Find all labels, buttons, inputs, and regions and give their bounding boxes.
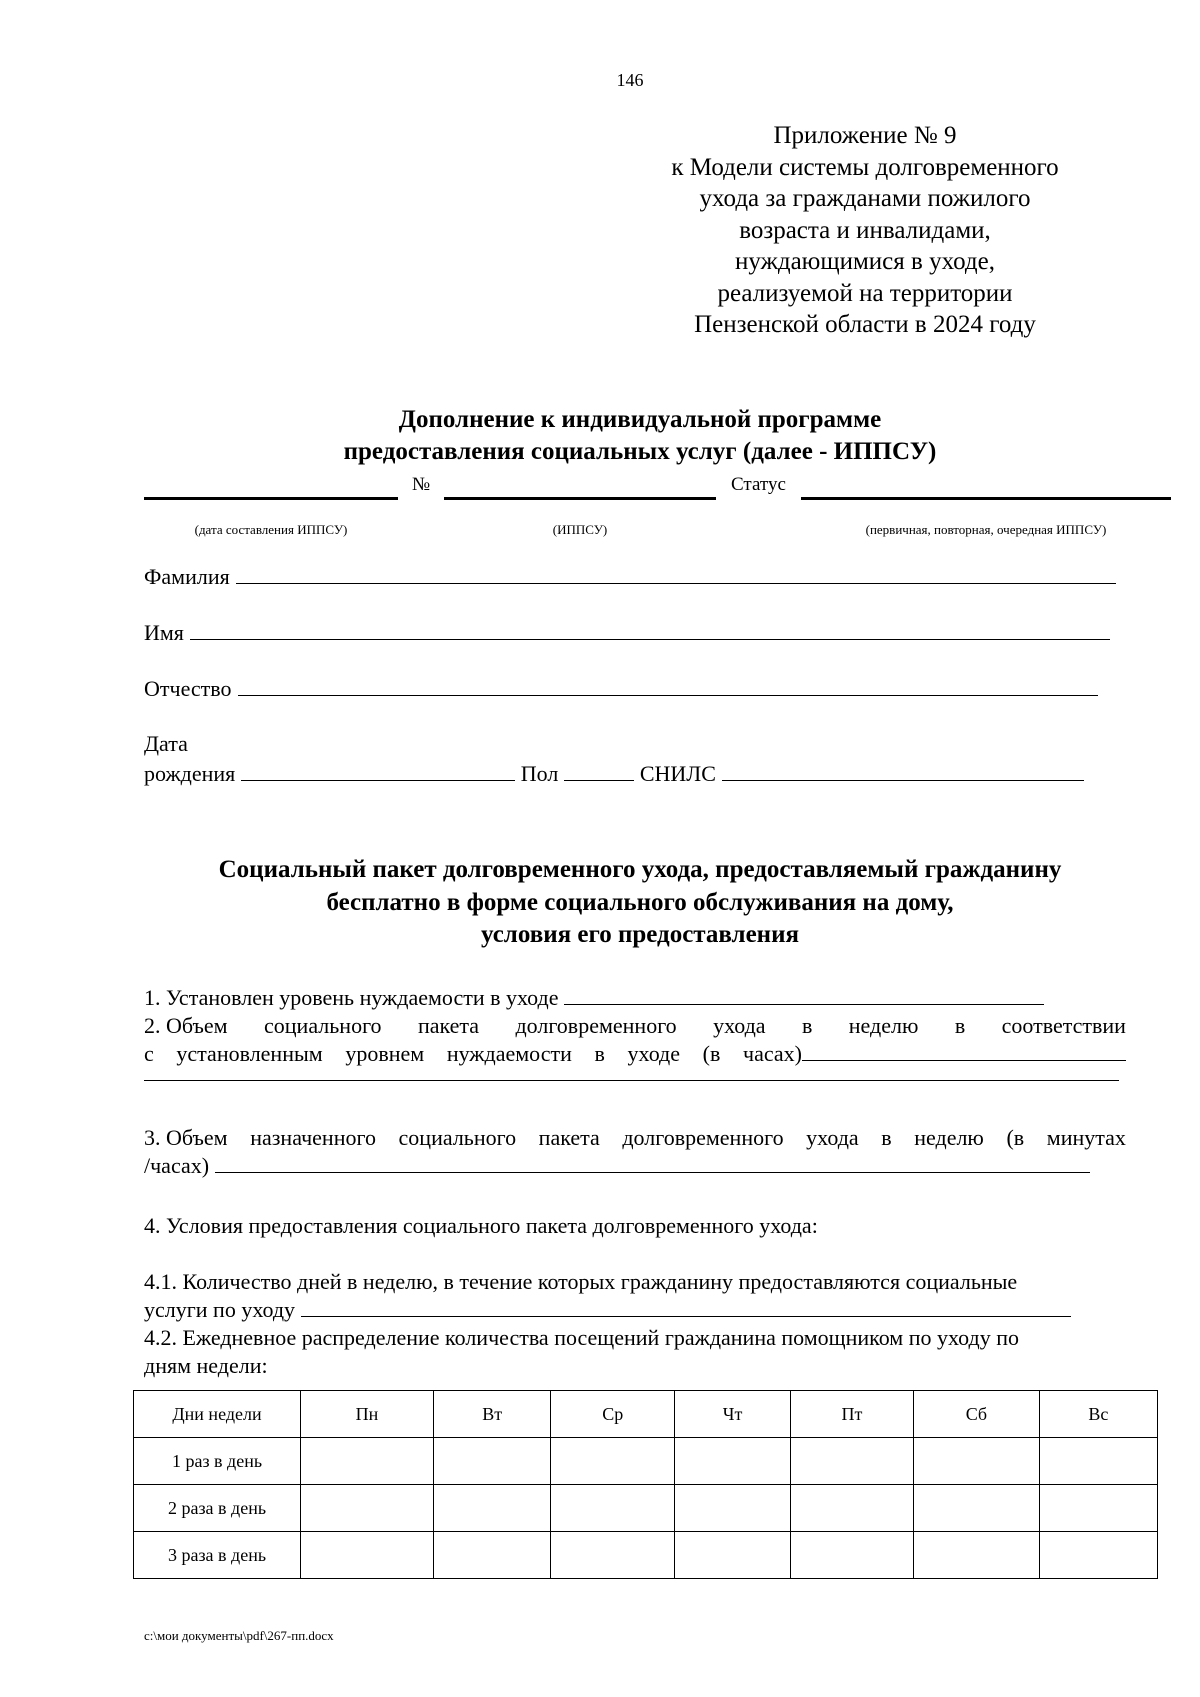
table-header-cell: Чт xyxy=(675,1391,791,1438)
item-4-1-line-2: услуги по уходу xyxy=(144,1297,296,1322)
need-level-field[interactable] xyxy=(564,985,1044,1005)
document-title-line: предоставления социальных услуг (далее - ИППСУ) xyxy=(343,438,937,465)
item-4-1 xyxy=(144,1268,1126,1324)
table-cell[interactable] xyxy=(790,1532,913,1579)
surname-field[interactable] xyxy=(236,564,1116,584)
word: ухода xyxy=(806,1125,859,1150)
item-4-2 xyxy=(144,1324,1126,1380)
table-cell[interactable] xyxy=(1039,1485,1157,1532)
word: в xyxy=(881,1125,892,1150)
footer-file-path: c:\мои документы\pdf\267-пп.docx xyxy=(144,1628,334,1643)
table-header-row xyxy=(134,1391,1158,1438)
appendix-line: Пензенской области в 2024 году xyxy=(694,311,1036,338)
status-field[interactable] xyxy=(801,497,1171,500)
item-4-text: 4. Условия предоставления социального пакета долговременного ухода: xyxy=(144,1213,818,1238)
item-2-line-2 xyxy=(144,1040,1126,1068)
word: долговременного xyxy=(622,1125,784,1150)
table-cell[interactable] xyxy=(675,1485,791,1532)
table-cell[interactable] xyxy=(301,1532,434,1579)
word: уровнем xyxy=(345,1041,425,1066)
birth-date-field[interactable] xyxy=(241,761,515,781)
days-per-week-field[interactable] xyxy=(301,1297,1071,1317)
patronymic-row xyxy=(144,675,1098,703)
row-label: 2 раза в день xyxy=(134,1485,301,1532)
table-cell[interactable] xyxy=(551,1532,675,1579)
word: долговременного xyxy=(515,1013,677,1038)
table-header-cell: Вт xyxy=(433,1391,550,1438)
date-field[interactable] xyxy=(144,497,398,500)
table-cell[interactable] xyxy=(301,1438,434,1485)
word: социального xyxy=(398,1125,517,1150)
word: минутах xyxy=(1046,1125,1126,1150)
item-1 xyxy=(144,984,1126,1012)
appendix-line: нуждающимися в уходе, xyxy=(735,248,995,275)
sex-field[interactable] xyxy=(564,761,634,781)
word: 2. Объем xyxy=(144,1013,228,1038)
table-cell[interactable] xyxy=(1039,1532,1157,1579)
table-cell[interactable] xyxy=(1039,1438,1157,1485)
item-1-text: 1. Установлен уровень нуждаемости в уходе xyxy=(144,985,559,1010)
table-cell[interactable] xyxy=(675,1438,791,1485)
appendix-line: ухода за гражданами пожилого xyxy=(699,185,1031,212)
table-row xyxy=(134,1485,1158,1532)
item-3 xyxy=(144,1124,1126,1180)
word: социального xyxy=(264,1013,382,1038)
item-3-line-2: /часах) xyxy=(144,1153,210,1178)
appendix-line: возраста и инвалидами, xyxy=(739,216,991,244)
word: неделю xyxy=(914,1125,984,1150)
word: в xyxy=(801,1013,813,1038)
birth-label-line1: Дата xyxy=(144,731,188,756)
item-2-line-1 xyxy=(144,1012,1126,1040)
table-cell[interactable] xyxy=(913,1438,1039,1485)
word: в xyxy=(954,1013,966,1038)
word: ухода xyxy=(713,1013,766,1038)
appendix-line: реализуемой на территории xyxy=(717,279,1013,307)
word: неделю xyxy=(848,1013,919,1038)
status-caption: (первичная, повторная, очередная ИППСУ) xyxy=(865,522,1107,537)
item-4-1-line-1: 4.1. Количество дней в неделю, в течение которых гражданину предоставляются социальные xyxy=(144,1269,1018,1294)
table-cell[interactable] xyxy=(551,1438,675,1485)
weekly-hours-field-continuation[interactable] xyxy=(144,1080,1119,1081)
item-4-2-line-1: 4.2. Ежедневное распределение количества посещений гражданина помощником по уходу по xyxy=(144,1325,1019,1350)
word: (в xyxy=(1006,1125,1025,1150)
row-label: 1 раз в день xyxy=(134,1438,301,1485)
patronymic-field[interactable] xyxy=(238,676,1098,696)
table-header-cell: Пн xyxy=(301,1391,434,1438)
item-4-2-line-2: дням недели: xyxy=(144,1353,268,1378)
item-4 xyxy=(144,1212,1126,1240)
table-cell[interactable] xyxy=(790,1485,913,1532)
table-cell[interactable] xyxy=(790,1438,913,1485)
surname-row xyxy=(144,563,1116,591)
table-header-cell: Ср xyxy=(551,1391,675,1438)
snils-label: СНИЛС xyxy=(639,761,716,786)
surname-label: Фамилия xyxy=(144,564,230,589)
table-cell[interactable] xyxy=(675,1532,791,1579)
document-title xyxy=(140,404,1140,468)
assigned-volume-field[interactable] xyxy=(215,1153,1090,1173)
page-number: 146 xyxy=(616,70,644,90)
word-with-blank xyxy=(743,1040,1126,1068)
visits-table xyxy=(133,1390,1158,1579)
name-row xyxy=(144,619,1110,647)
item-3-line-1 xyxy=(144,1124,1126,1152)
table-cell[interactable] xyxy=(913,1485,1039,1532)
table-cell[interactable] xyxy=(913,1532,1039,1579)
table-header-cell: Пт xyxy=(790,1391,913,1438)
patronymic-label: Отчество xyxy=(144,676,232,701)
table-header-cell: Дни недели xyxy=(134,1391,301,1438)
date-caption: (дата составления ИППСУ) xyxy=(194,522,348,537)
word: нуждаемости xyxy=(446,1041,572,1066)
birth-row xyxy=(144,760,1084,788)
appendix-block xyxy=(635,120,1095,341)
status-label: Статус xyxy=(731,474,786,495)
number-caption: (ИППСУ) xyxy=(552,522,608,537)
word: в xyxy=(594,1041,605,1066)
word: соответствии xyxy=(1001,1013,1126,1038)
word: установленным xyxy=(176,1041,323,1066)
snils-field[interactable] xyxy=(722,761,1084,781)
table-cell[interactable] xyxy=(433,1438,550,1485)
table-header-cell: Вс xyxy=(1039,1391,1157,1438)
item-2 xyxy=(144,1012,1126,1068)
appendix-line: Приложение № 9 xyxy=(773,122,957,149)
number-sign: № xyxy=(412,474,431,495)
name-label: Имя xyxy=(144,620,184,645)
table-header-cell: Сб xyxy=(913,1391,1039,1438)
word: уходе xyxy=(627,1041,681,1066)
table-row xyxy=(134,1438,1158,1485)
birth-label: рождения xyxy=(144,761,236,786)
word: с xyxy=(144,1041,154,1066)
name-field[interactable] xyxy=(190,620,1110,640)
word: назначенного xyxy=(250,1125,376,1150)
table-cell[interactable] xyxy=(433,1485,550,1532)
document-title-line: Дополнение к индивидуальной программе xyxy=(398,406,882,433)
number-field[interactable] xyxy=(444,497,716,500)
word: пакета xyxy=(538,1125,600,1150)
appendix-line: к Модели системы долговременного xyxy=(671,153,1059,181)
section-title xyxy=(140,854,1140,952)
word: 3. Объем xyxy=(144,1125,228,1150)
weekly-hours-field[interactable] xyxy=(802,1041,1126,1061)
table-cell[interactable] xyxy=(433,1532,550,1579)
table-cell[interactable] xyxy=(301,1485,434,1532)
sex-label: Пол xyxy=(520,761,559,786)
section-title-line: Социальный пакет долговременного ухода, предоставляемый гражданину xyxy=(218,856,1062,883)
table-cell[interactable] xyxy=(551,1485,675,1532)
word: пакета xyxy=(417,1013,480,1038)
row-label: 3 раза в день xyxy=(134,1532,301,1579)
section-title-line: условия его предоставления xyxy=(480,921,800,948)
word: часах) xyxy=(743,1041,802,1066)
word: (в xyxy=(702,1041,721,1066)
table-row xyxy=(134,1532,1158,1579)
section-title-line: бесплатно в форме социального обслуживания на дому, xyxy=(326,888,954,916)
